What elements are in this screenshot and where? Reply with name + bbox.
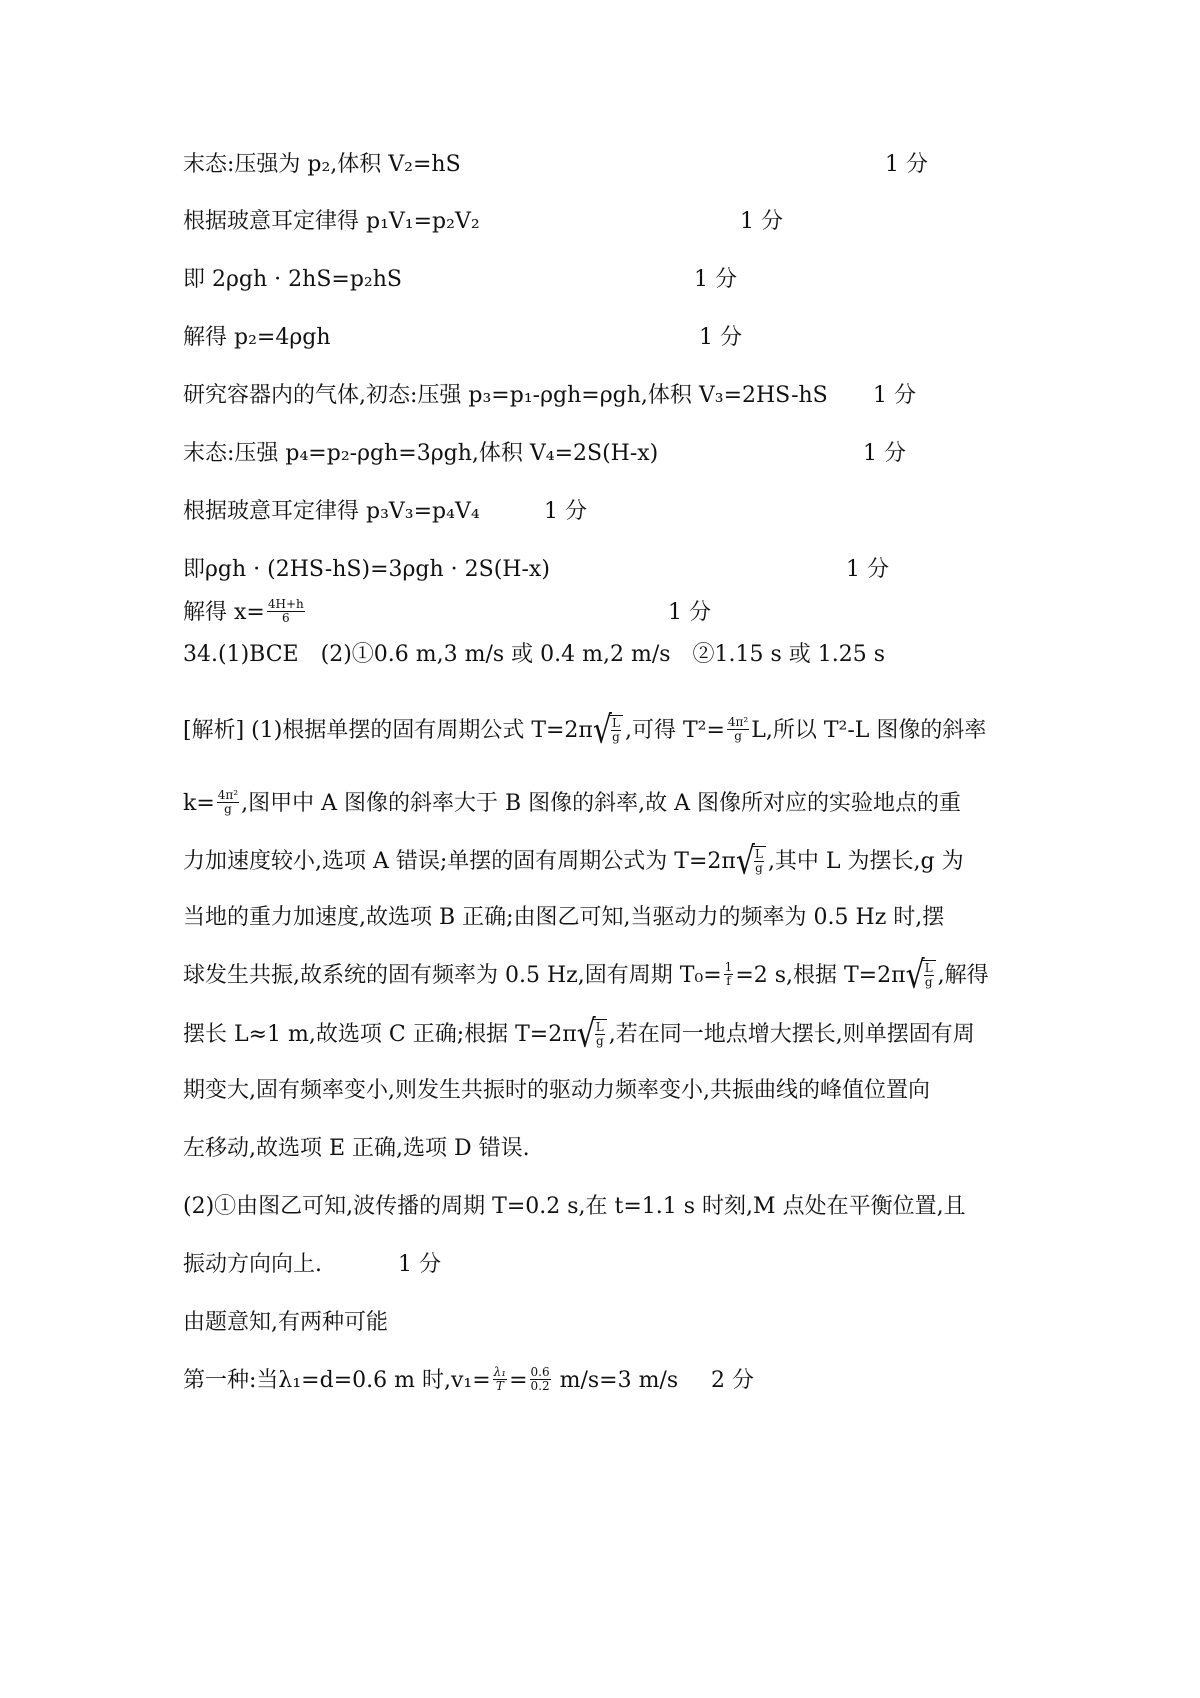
fraction-denominator: 6 <box>281 610 290 625</box>
score-label: 1 分 <box>873 383 916 408</box>
fraction-numerator: 4H+h <box>267 596 304 611</box>
fraction-denominator: 0.2 <box>530 1378 550 1393</box>
text-fragment: 力加速度较小,选项 A 错误;单摆的固有周期公式为 T=2π <box>183 849 736 874</box>
analysis-line <box>183 789 961 819</box>
analysis-line <box>183 839 964 884</box>
text-line: 即 2ρgh · 2hS=p₂hS <box>183 267 402 292</box>
fraction <box>267 598 305 625</box>
text-fragment: =2 s,根据 T=2π <box>735 963 906 988</box>
text-fragment: ,若在同一地点增大摆长,则单摆固有周 <box>608 1022 975 1047</box>
text-fragment: 解得 x= <box>183 600 265 625</box>
fraction-numerator: L <box>924 960 933 975</box>
sqrt-expression: √ $\frac{L}{g}$ <box>577 1019 607 1051</box>
text-fragment: k= <box>183 791 215 816</box>
score-label: 1 分 <box>694 267 737 292</box>
fraction-denominator: g <box>224 801 232 816</box>
text-fragment: 摆长 L≈1 m,故选项 C 正确;根据 T=2π <box>183 1022 577 1047</box>
text-line <box>183 598 307 628</box>
fraction-numerator: 4π² <box>727 714 749 729</box>
text-fragment: ,图甲中 A 图像的斜率大于 B 图像的斜率,故 A 图像所对应的实验地点的重 <box>241 791 961 816</box>
text-fragment: m/s=3 m/s <box>552 1368 679 1393</box>
fraction <box>727 716 749 743</box>
sqrt-expression: √ $\frac{L}{g}$ <box>593 715 623 747</box>
analysis-line <box>183 708 987 753</box>
fraction <box>530 1366 551 1393</box>
score-label: 1 分 <box>544 499 587 524</box>
fraction-denominator: g <box>755 860 763 875</box>
score-label: 1 分 <box>885 152 928 177</box>
fraction <box>217 789 239 816</box>
text-fragment: ,其中 L 为摆长,g 为 <box>767 849 964 874</box>
score-label: 1 分 <box>846 557 889 582</box>
analysis-line: 第一种:当λ₁=d=0.6 m 时,v₁= $\frac{\text{λ₁}}{T}$ = $\frac{0.6}{0.2}$ m/s=3 m/s <box>183 1364 679 1393</box>
text-line: 根据玻意耳定律得 p₁V₁=p₂V₂ <box>183 209 480 234</box>
score-label: 1 分 <box>863 441 906 466</box>
fraction <box>493 1366 507 1393</box>
text-line: 根据玻意耳定律得 p₃V₃=p₄V₄ <box>183 499 480 524</box>
fraction-numerator: λ₁ <box>493 1364 507 1379</box>
text-line: 解得 p₂=4ρgh <box>183 325 331 350</box>
fraction-numerator: L <box>595 1019 604 1034</box>
fraction-numerator: L <box>612 715 620 730</box>
analysis-line: 左移动,故选项 E 正确,选项 D 错误. <box>183 1136 530 1161</box>
analysis-line: 由题意知,有两种可能 <box>183 1310 388 1335</box>
sqrt-expression: √ $\frac{L}{g}$ <box>906 960 936 992</box>
fraction-denominator: T <box>495 1378 504 1393</box>
fraction-denominator: g <box>595 1033 604 1048</box>
text-line: 末态:压强 p₄=p₂-ρgh=3ρgh,体积 V₄=2S(H-x) <box>183 441 659 466</box>
score-label: 1 分 <box>699 325 742 350</box>
text-fragment: 球发生共振,故系统的固有频率为 0.5 Hz,固有周期 T₀= <box>183 963 722 988</box>
fraction-numerator: 0.6 <box>530 1364 550 1379</box>
fraction-numerator: 1 <box>724 959 733 974</box>
sqrt-expression: √ $\frac{L}{g}$ <box>736 846 766 878</box>
fraction <box>724 961 734 988</box>
fraction-denominator: f <box>726 973 731 988</box>
score-label: 1 分 <box>740 209 783 234</box>
analysis-line <box>183 1012 975 1057</box>
analysis-line <box>183 953 989 998</box>
fraction-denominator: g <box>734 728 742 743</box>
fraction-denominator: g <box>924 974 933 989</box>
text-fragment: 第一种:当λ₁=d=0.6 m 时,v₁= <box>183 1368 491 1393</box>
analysis-line: 当地的重力加速度,故选项 B 正确;由图乙可知,当驱动力的频率为 0.5 Hz 时,摆 <box>183 905 945 930</box>
analysis-line: 期变大,固有频率变小,则发生共振时的驱动力频率变小,共振曲线的峰值位置向 <box>183 1078 930 1103</box>
text-fragment: L,所以 T²-L 图像的斜率 <box>751 718 987 743</box>
text-line: 末态:压强为 p₂,体积 V₂=hS <box>183 152 461 177</box>
text-fragment: ,可得 T²= <box>624 718 725 743</box>
analysis-line: 振动方向向上. <box>183 1252 322 1277</box>
fraction-numerator: 4π² <box>217 787 239 802</box>
score-label: 1 分 <box>668 600 711 625</box>
score-label: 1 分 <box>398 1252 441 1277</box>
fraction-numerator: L <box>754 846 763 861</box>
text-line: 即ρgh · (2HS-hS)=3ρgh · 2S(H-x) <box>183 557 550 582</box>
answer-34: 34.(1)BCE (2)①0.6 m,3 m/s 或 0.4 m,2 m/s ②1.15 s 或 1.25 s <box>183 642 886 667</box>
fraction-denominator: g <box>612 729 620 744</box>
text-fragment: [解析] (1)根据单摆的固有周期公式 T=2π <box>183 718 593 743</box>
text-line: 研究容器内的气体,初态:压强 p₃=p₁-ρgh=ρgh,体积 V₃=2HS-hS <box>183 383 828 408</box>
score-label: 2 分 <box>711 1368 754 1393</box>
text-fragment: ,解得 <box>937 963 989 988</box>
analysis-line: (2)①由图乙可知,波传播的周期 T=0.2 s,在 t=1.1 s 时刻,M 点处在平衡位置,且 <box>183 1194 966 1219</box>
